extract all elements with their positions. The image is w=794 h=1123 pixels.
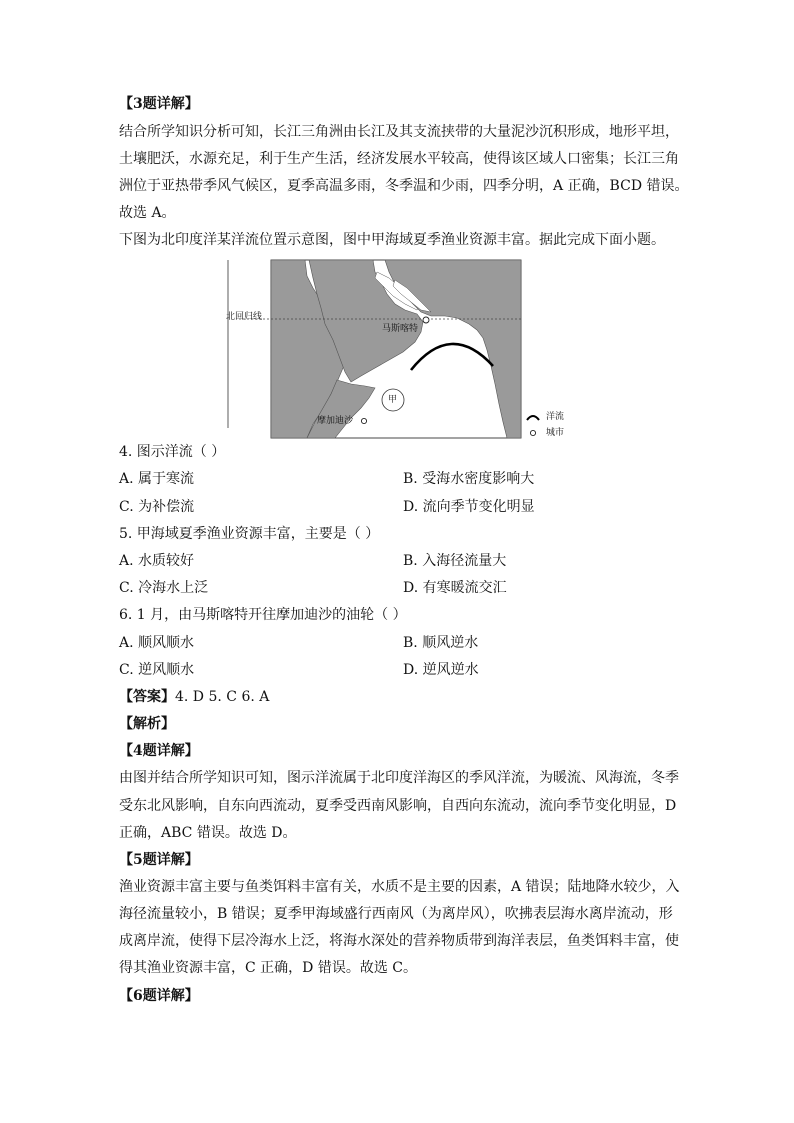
answer-values: 4. D 5. C 6. A [175,689,270,705]
option-b: B. 受海水密度影响大 [403,471,535,487]
q3-text-line: 土壤肥沃，水源充足，利于生产生活，经济发展水平较高，使得该区域人口密集；长江三角 [119,151,679,167]
option-d: D. 流向季节变化明显 [403,499,535,515]
q3-text-line: 结合所学知识分析可知，长江三角洲由长江及其支流挟带的大量泥沙沉积形成，地形平坦， [119,124,679,140]
q4-heading: 【4题详解】 [119,743,199,759]
q3-text-line: 故选 A。 [119,205,176,221]
option-a: A. 顺风顺水 [119,635,195,651]
legend-current-label: 洋流 [546,412,565,422]
question-stem: 6. 1 月，由马斯喀特开往摩加迪沙的油轮（ ） [119,607,407,623]
intro-text: 下图为北印度洋某洋流位置示意图，图中甲海域夏季渔业资源丰富。据此完成下面小题。 [119,232,665,248]
option-b: B. 入海径流量大 [403,553,507,569]
q4-text-line: 受东北风影响，自东向西流动，夏季受西南风影响，自西向东流动，流向季节变化明显，D [119,798,677,814]
option-b: B. 顺风逆水 [403,635,479,651]
q5-text-line: 海径流量较小，B 错误；夏季甲海域盛行西南风（为离岸风），吹拂表层海水离岸流动，形 [119,906,673,922]
q4-text-line: 正确，ABC 错误。故选 D。 [119,825,297,841]
option-c: C. 冷海水上泛 [119,580,209,596]
option-c: C. 为补偿流 [119,499,195,515]
option-a: A. 水质较好 [119,553,195,569]
answer-label: 【答案】 [119,689,175,705]
legend-city-label: 城市 [546,428,565,438]
option-d: D. 有寒暖流交汇 [403,580,507,596]
analysis-heading: 【解析】 [119,716,175,732]
option-a: A. 属于寒流 [119,471,195,487]
answer-line [119,687,269,707]
tropic-of-cancer-label: 北回归线 [226,312,263,322]
q5-text-line: 渔业资源丰富主要与鱼类饵料丰富有关，水质不是主要的因素，A 错误；陆地降水较少，入 [119,879,680,895]
mogadishu-label: 摩加迪沙 [317,416,354,426]
q4-text-line: 由图并结合所学知识可知，图示洋流属于北印度洋海区的季风洋流，为暖流、风海流，冬季 [119,770,679,786]
q3-heading: 【3题详解】 [119,96,199,112]
question-stem: 4. 图示洋流（ ） [119,444,226,460]
q3-text-line: 洲位于亚热带季风气候区，夏季高温多雨，冬季温和少雨，四季分明，A 正确，BCD 错误。 [119,178,689,194]
ocean-current-map [225,258,575,442]
option-c: C. 逆风顺水 [119,662,195,678]
option-d: D. 逆风逆水 [403,662,479,678]
q6-heading: 【6题详解】 [119,988,199,1004]
question-stem: 5. 甲海域夏季渔业资源丰富，主要是（ ） [119,526,380,542]
q5-text-line: 得其渔业资源丰富，C 正确，D 错误。故选 C。 [119,960,417,976]
q5-heading: 【5题详解】 [119,852,199,868]
map-graphic [225,258,575,442]
muscat-label: 马斯喀特 [382,324,419,334]
zone-jia-label: 甲 [388,395,398,405]
q5-text-line: 成离岸流，使得下层冷海水上泛，将海水深处的营养物质带到海洋表层，鱼类饵料丰富，使 [119,933,679,949]
